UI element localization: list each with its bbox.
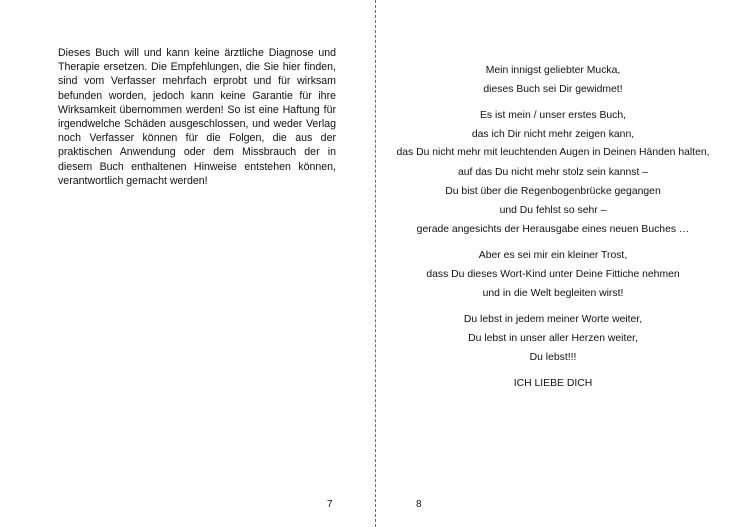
dedication-stanza-4 <box>390 313 716 364</box>
dedication-line: Du lebst in jedem meiner Worte weiter, <box>463 313 643 325</box>
closing-line: ICH LIEBE DICH <box>513 377 593 389</box>
dedication-line: auf das Du nicht mehr stolz sein kannst – <box>457 166 648 178</box>
dedication-line: dass Du dieses Wort-Kind unter Deine Fittiche nehmen <box>426 268 680 280</box>
disclaimer-text: Dieses Buch will und kann keine ärztliche Diagnose und Therapie ersetzen. Die Empfehlungen, die Sie hier finden, sind vom Verfasser mehrfach erprobt und für wirksam befunden worden, jedoch kann keine Garantie für ihre Wirksamkeit übernommen werden! So ist eine Haftung für irgendwelche Schäden ausgeschlossen, und weder Verlag noch Verfasser können für die Folgen, die aus der praktischen Anwendung oder dem Missbrauch der in diesem Buch enthaltenen Hinweise entstehen können, verantwortlich gemacht werden! <box>58 47 336 187</box>
dedication-line: das ich Dir nicht mehr zeigen kann, <box>471 129 635 140</box>
dedication-closing <box>390 377 716 390</box>
dedication-line: und Du fehlst so sehr – <box>499 204 607 216</box>
dedication-line: das Du nicht mehr mit leuchtenden Augen in Deinen Händen halten, <box>396 147 710 158</box>
dedication-line: Es ist mein / unser erstes Buch, <box>479 110 627 121</box>
dedication-stanza-2 <box>390 109 716 236</box>
right-page <box>376 0 750 527</box>
dedication-line: Du lebst in unser aller Herzen weiter, <box>468 332 638 344</box>
dedication-stanza-3 <box>390 249 716 300</box>
dedication-line: Mein innigst geliebter Mucka, <box>485 65 621 76</box>
dedication-line: dieses Buch sei Dir gewidmet! <box>483 84 623 95</box>
page-number-left: 7 <box>327 499 333 510</box>
page-number-right: 8 <box>416 499 422 510</box>
dedication-line: und in die Welt begleiten wirst! <box>482 287 624 299</box>
dedication <box>390 64 716 403</box>
dedication-line: Du lebst!!! <box>529 351 577 363</box>
dedication-line: Aber es sei mir ein kleiner Trost, <box>478 249 628 261</box>
dedication-line: gerade angesichts der Herausgabe eines neuen Buches … <box>416 223 690 235</box>
dedication-stanza-1 <box>390 64 716 96</box>
dedication-line: Du bist über die Regenbogenbrücke gegangen <box>445 185 661 197</box>
